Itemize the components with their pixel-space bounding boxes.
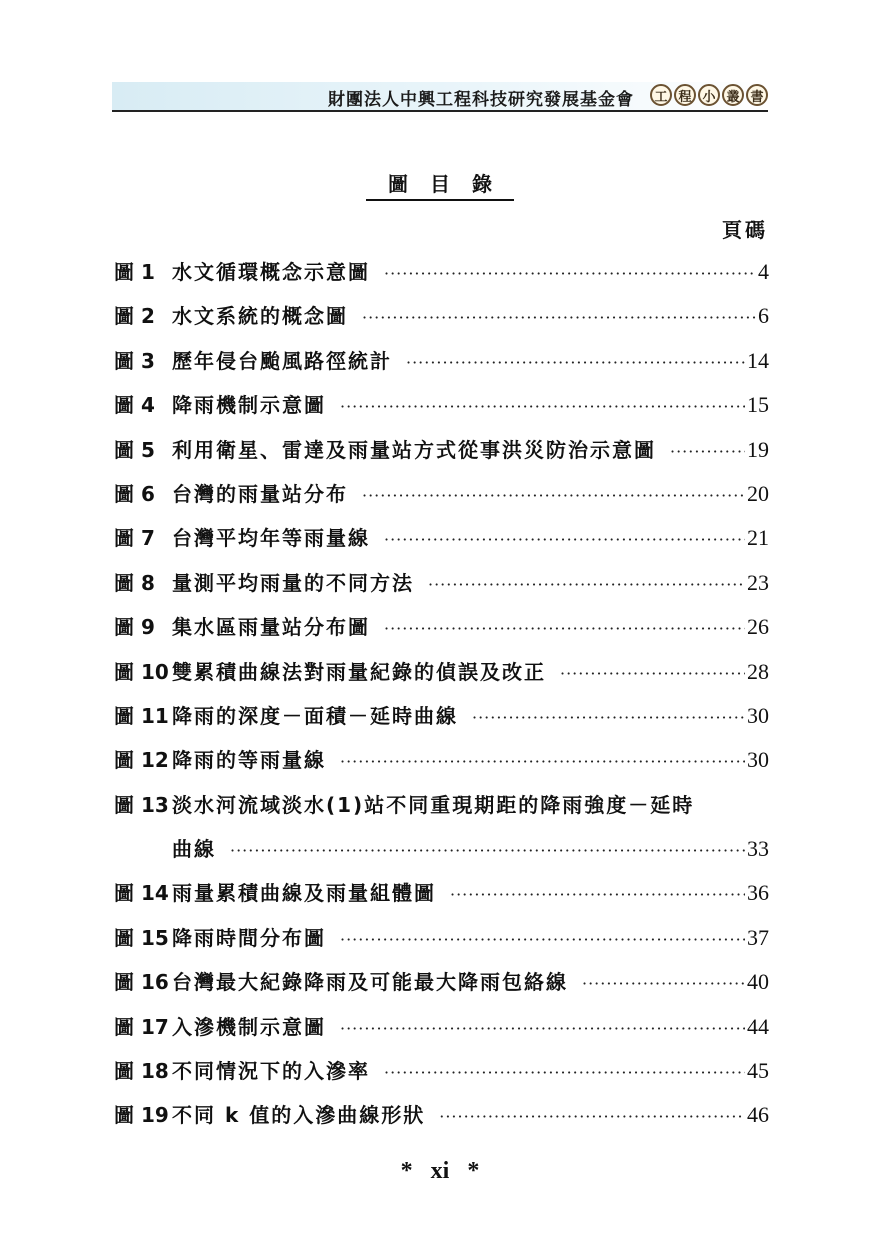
dot-leader — [406, 341, 745, 385]
figure-page: 23 — [747, 569, 769, 595]
figure-page: 19 — [747, 436, 769, 462]
toc-entry — [114, 339, 769, 383]
figure-title: 雙累積曲線法對雨量紀錄的偵誤及改正 — [172, 659, 546, 684]
toc-entry — [114, 383, 769, 427]
toc-entry — [114, 250, 769, 294]
figure-title: 淡水河流域淡水(1)站不同重現期距的降雨強度－延時 — [172, 792, 695, 817]
figure-page: 45 — [747, 1058, 769, 1084]
toc-entry — [114, 1049, 769, 1093]
toc-entry — [114, 650, 769, 694]
figure-page: 4 — [758, 259, 769, 284]
figure-page: 15 — [747, 392, 769, 418]
toc-title: 圖目錄 — [366, 172, 514, 201]
figure-page: 36 — [747, 880, 769, 906]
toc-entry — [114, 472, 769, 516]
figure-title: 量測平均雨量的不同方法 — [172, 570, 414, 595]
dot-leader — [340, 1007, 745, 1051]
dot-leader — [230, 829, 745, 873]
figure-page: 21 — [747, 525, 769, 551]
figure-number: 圖 12 — [114, 748, 169, 773]
series-char: 書 — [746, 84, 768, 106]
figure-title: 降雨的等雨量線 — [172, 748, 326, 773]
figure-number: 圖 2 — [114, 304, 155, 329]
figure-title: 入滲機制示意圖 — [172, 1014, 326, 1039]
figure-number: 圖 17 — [114, 1014, 169, 1039]
page-column-label: 頁碼 — [722, 218, 768, 242]
series-char: 叢 — [722, 84, 744, 106]
series-char: 小 — [698, 84, 720, 106]
figure-number: 圖 19 — [114, 1103, 169, 1128]
figure-page: 33 — [747, 836, 769, 862]
figure-title: 台灣最大紀錄降雨及可能最大降雨包絡線 — [172, 970, 568, 995]
dot-leader — [362, 296, 756, 340]
figure-title: 降雨的深度－面積－延時曲線 — [172, 703, 458, 728]
figure-page: 40 — [747, 969, 769, 995]
dot-leader — [472, 696, 745, 740]
figure-title: 不同 k 值的入滲曲線形狀 — [172, 1103, 426, 1128]
toc-list — [114, 250, 769, 1138]
dot-leader — [340, 385, 745, 429]
toc-entry — [114, 1005, 769, 1049]
figure-page: 30 — [747, 702, 769, 728]
toc-entry — [114, 694, 769, 738]
figure-title: 集水區雨量站分布圖 — [172, 615, 370, 640]
dot-leader — [560, 652, 745, 696]
figure-page: 20 — [747, 480, 769, 506]
header-rule — [112, 110, 768, 112]
page-number: * xi * — [400, 1158, 480, 1184]
toc-entry — [114, 605, 769, 649]
dot-leader — [384, 518, 745, 562]
series-logo — [650, 84, 768, 106]
figure-page: 46 — [747, 1102, 769, 1128]
figure-number: 圖 1 — [114, 260, 155, 284]
figure-number: 圖 4 — [114, 393, 155, 418]
figure-number: 圖 13 — [114, 792, 169, 817]
figure-title: 降雨機制示意圖 — [172, 393, 326, 418]
dot-leader — [428, 563, 745, 607]
figure-page: 6 — [758, 303, 769, 329]
figure-page: 37 — [747, 924, 769, 950]
figure-title: 降雨時間分布圖 — [172, 925, 326, 950]
figure-number: 圖 14 — [114, 881, 169, 906]
figure-title: 雨量累積曲線及雨量組體圖 — [172, 881, 436, 906]
figure-title: 歷年侵台颱風路徑統計 — [172, 348, 392, 373]
figure-page: 44 — [747, 1013, 769, 1039]
figure-number: 圖 5 — [114, 437, 155, 462]
figure-title-continued: 曲線 — [172, 837, 216, 862]
dot-leader — [362, 474, 745, 518]
figure-number: 圖 18 — [114, 1059, 169, 1084]
dot-leader — [670, 430, 745, 474]
figure-title: 不同情況下的入滲率 — [172, 1059, 370, 1084]
dot-leader — [582, 962, 745, 1006]
toc-entry-continued — [114, 827, 769, 871]
figure-number: 圖 3 — [114, 348, 155, 373]
toc-entry — [114, 428, 769, 472]
figure-page: 30 — [747, 747, 769, 773]
toc-entry — [114, 871, 769, 915]
toc-entry — [114, 294, 769, 338]
figure-page: 28 — [747, 658, 769, 684]
figure-title: 台灣的雨量站分布 — [172, 481, 348, 506]
figure-title: 利用衛星、雷達及雨量站方式從事洪災防治示意圖 — [172, 437, 656, 462]
header-org-name: 財團法人中興工程科技研究發展基金會 — [328, 90, 634, 110]
dot-leader — [439, 1095, 745, 1139]
series-char: 程 — [674, 84, 696, 106]
dot-leader — [384, 252, 756, 296]
toc-entry — [114, 1093, 769, 1137]
figure-title: 水文循環概念示意圖 — [172, 260, 370, 284]
dot-leader — [340, 740, 745, 784]
figure-number: 圖 8 — [114, 570, 155, 595]
figure-number: 圖 16 — [114, 970, 169, 995]
figure-number: 圖 6 — [114, 481, 155, 506]
figure-page: 14 — [747, 347, 769, 373]
toc-entry — [114, 916, 769, 960]
figure-number: 圖 10 — [114, 659, 169, 684]
figure-title: 台灣平均年等雨量線 — [172, 526, 370, 551]
figure-number: 圖 11 — [114, 703, 169, 728]
toc-entry — [114, 738, 769, 782]
toc-entry — [114, 960, 769, 1004]
toc-entry — [114, 783, 769, 827]
dot-leader — [340, 918, 745, 962]
toc-entry — [114, 561, 769, 605]
dot-leader — [384, 607, 745, 651]
dot-leader — [450, 873, 745, 917]
figure-page: 26 — [747, 614, 769, 640]
figure-number: 圖 15 — [114, 925, 169, 950]
figure-number: 圖 9 — [114, 615, 155, 640]
toc-title-block — [0, 168, 880, 197]
series-char: 工 — [650, 84, 672, 106]
figure-number: 圖 7 — [114, 526, 155, 551]
toc-entry — [114, 516, 769, 560]
figure-title: 水文系統的概念圖 — [172, 304, 348, 329]
dot-leader — [384, 1051, 745, 1095]
